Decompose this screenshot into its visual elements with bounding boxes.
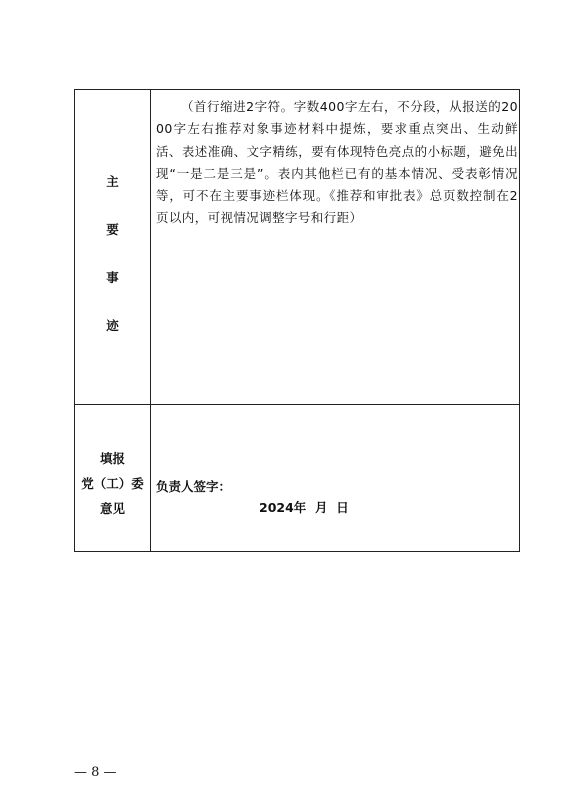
recommendation-form-table — [74, 89, 520, 552]
date-line: 2024年 月 日 — [259, 500, 349, 515]
opinion-label-line: 意见 — [99, 501, 125, 516]
main-deeds-label-char: 事 — [106, 270, 119, 285]
main-deeds-label-char: 要 — [106, 222, 119, 237]
main-deeds-text: （首行缩进2字符。字数400字左右，不分段，从报送的2000字左右推荐对象事迹材料中提炼，要求重点突出、生动鲜活、表述准确、文字精练，要有体现特色亮点的小标题，避免出现“一是二是三是”。表内其他栏已有的基本情况、受表彰情况等，可不在主要事迹栏体现。《推荐和审批表》总页数控制在2页以内，可视情况调整字号和行距） — [156, 99, 518, 226]
opinion-label-line: 党（工）委 — [81, 476, 144, 491]
column-divider — [150, 90, 151, 551]
main-deeds-label-char: 迹 — [106, 318, 119, 333]
main-deeds-label — [75, 90, 150, 404]
main-deeds-label-char: 主 — [106, 174, 119, 189]
opinion-label — [75, 404, 150, 552]
signer-label: 负责人签字： — [156, 479, 232, 494]
opinion-label-line: 填报 — [99, 451, 125, 466]
page-number: — 8 — — [74, 765, 117, 780]
